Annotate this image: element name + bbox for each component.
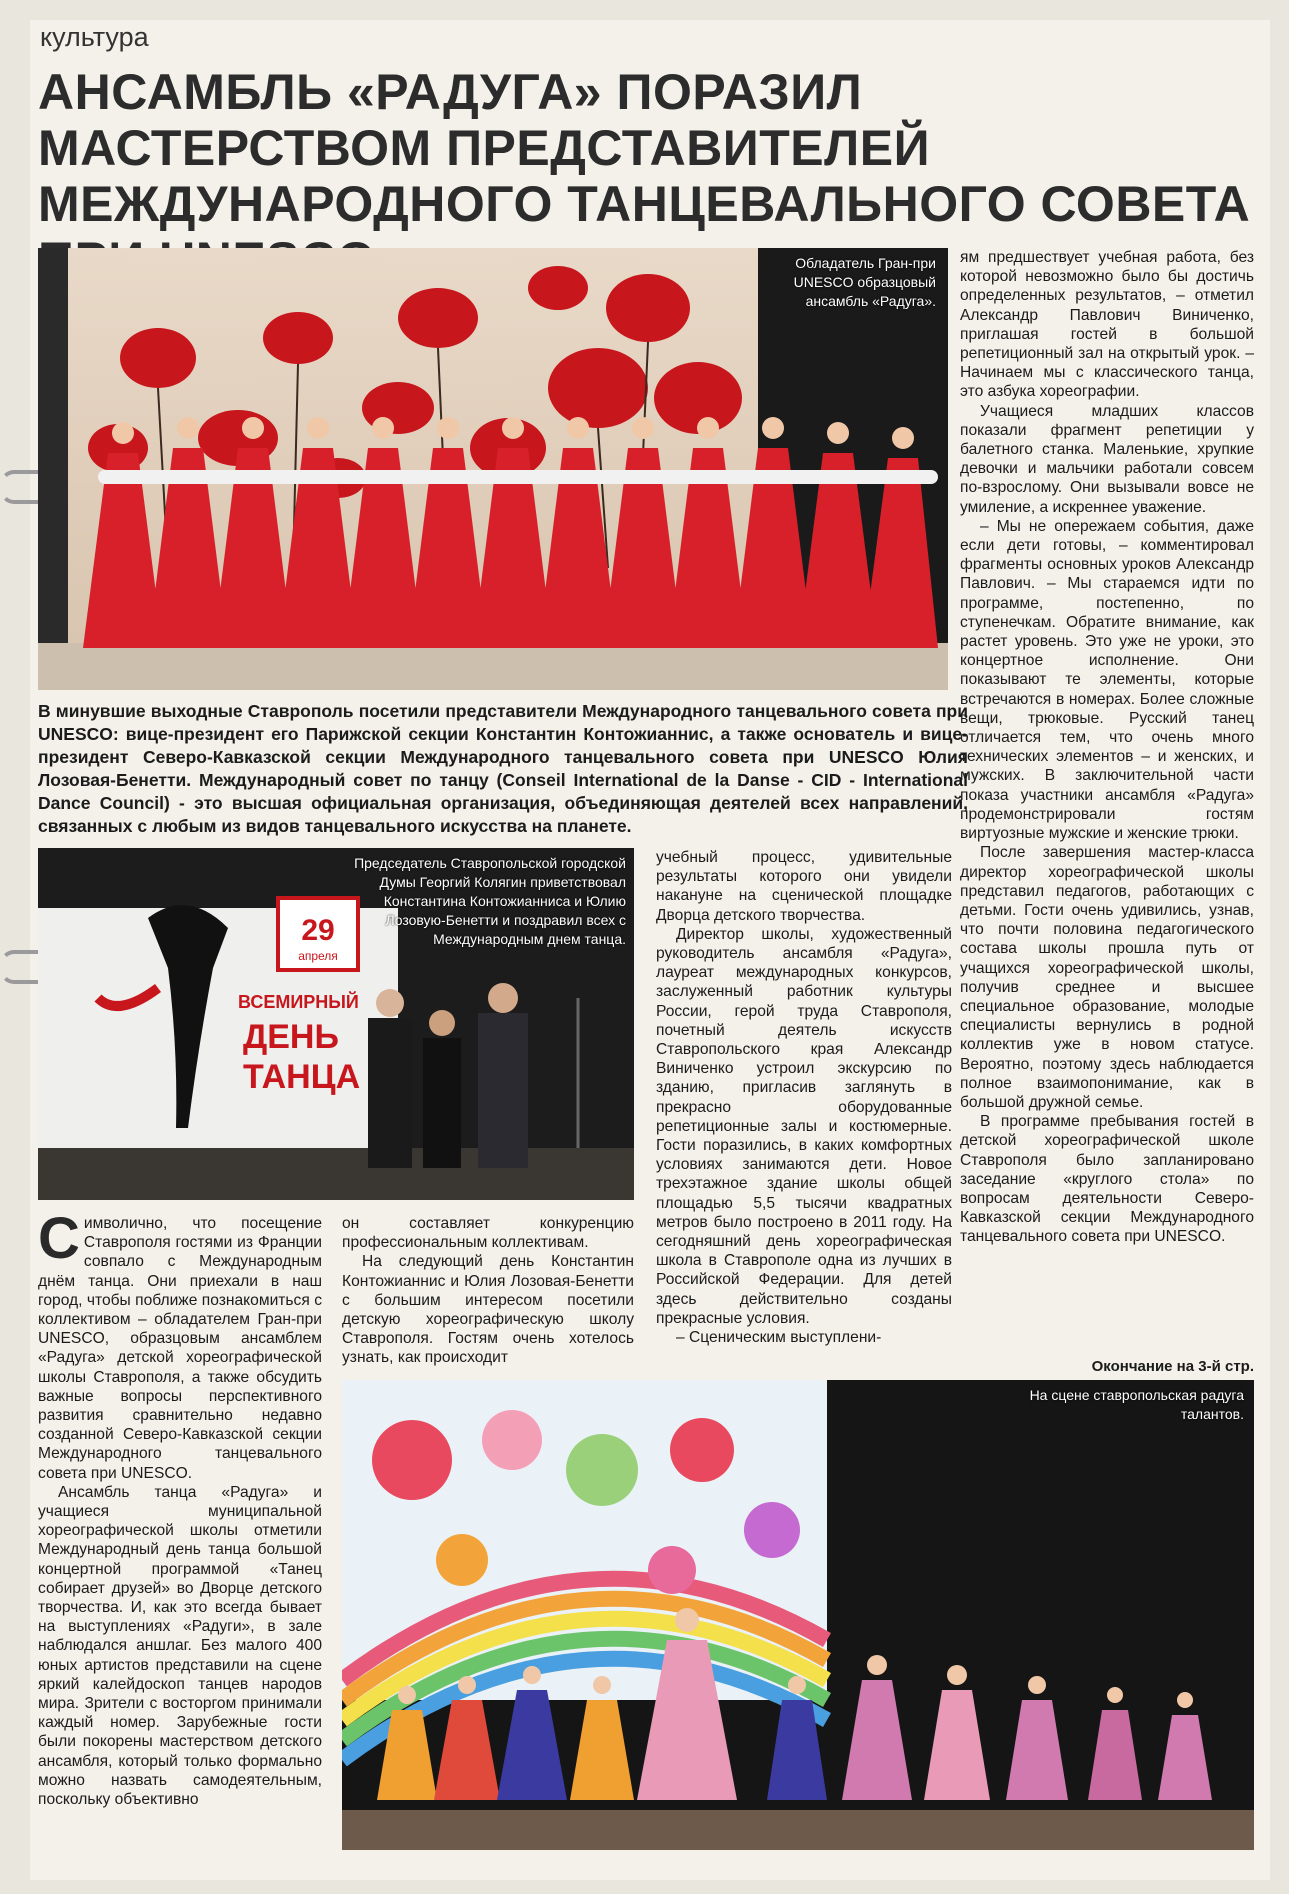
children-dance-photo-caption: На сцене ставропольская радуга талантов.: [1029, 1387, 1244, 1422]
paragraph: Ансамбль танца «Радуга» и учащиеся муниципальной хореографической школы отметили Международный день танца большой концертной программой «Танец собирает друзей» во Дворце детского творчества. И, как это всегда бывает на выступлениях «Радуги», в зале наблюдался аншлаг. Без малого 400 юных артистов представили на сцене яркий калейдоскоп танцев народов мира. Зрители с восторгом принимали каждый номер. Зарубежные гости были покорены мастерством детского ансамбля, который только формально можно назвать самодеятельным, поскольку объективно: [38, 1483, 322, 1809]
paragraph: В программе пребывания гостей в детской хореографической школе Ставрополя было запланировано заседание «круглого стола» по вопросам деятельности Северо-Кавказской секции Международного танцевального совета при UNESCO.: [960, 1113, 1254, 1246]
paragraph: ям предшествует учебная работа, без которой невозможно было бы достичь определенных результатов, – отметил Александр Павлович Виниченко, приглашая гостей в большой репетиционный зал на открытый урок. – Начинаем мы с классического танца, это азбука хореографии.: [960, 249, 1254, 401]
dropcap: С: [38, 1206, 80, 1271]
column-middle: [656, 848, 952, 1347]
paragraph: – Мы не опережаем события, даже если дети готовы, – комментировал фрагменты основных уроков Александр Павлович. – Мы стараемся идти по программе, постепенно, по ступенечкам. Обратите внимание, как растет уровень. Это уже не уроки, это концертное исполнение. Они показывают те элементы, которые встречаются в номерах. Более сложные вещи, трюковые. Русский танец отличается тем, что очень много технических элементов – и женских, и мужских. В заключительной части показа участники ансамбля «Радуга» продемонстрировали гостям виртуозные мужские и женские трюки.: [960, 517, 1254, 843]
banner-line-2: ДЕНЬ: [243, 1018, 339, 1056]
paragraph-with-dropcap: [38, 1206, 322, 1483]
date-sign-day: 29: [301, 914, 335, 947]
column-left: [38, 1206, 322, 1809]
banner-line-3: ТАНЦА: [243, 1058, 361, 1096]
continued-note: Окончание на 3-й стр.: [1091, 1358, 1254, 1375]
children-dance-photo-image: [342, 1380, 1254, 1850]
ensemble-photo-image: [38, 248, 948, 690]
paragraph-text: имволично, что посещение Ставрополя гостями из Франции совпало с Международным днём танца. Они приехали в наш город, чтобы поближе познакомиться с коллективом – обладателем Гран-при UNESCO, образцовым ансамблем «Радуга» детской хореографической школы Ставрополя, а также обсудить важные вопросы перспективного развития сравнительно недавно созданной Северо-Кавказской секции Международного танцевального совета при UNESCO.: [38, 1215, 322, 1482]
paragraph: Учащиеся младших классов показали фрагмент репетиции у балетного станка. Маленькие, хрупкие девочки и мальчики работали совсем по-взрослому. Они вызывали вовсе не умиление, а искреннее уважение.: [960, 402, 1254, 516]
dance-day-photo: [38, 848, 634, 1200]
lead-paragraph: В минувшие выходные Ставрополь посетили представители Международного танцевального совета при UNESCO: вице-президент его Парижской секции Константин Контожианнис, а также основатель и вице-президент Северо-Кавказской секции Международного танцевального совета при UNESCO Юлия Лозовая-Бенетти. Международный совет по танцу (Conseil International de la Danse - CID - International Dance Council) - это высшая официальная организация, объединяющая деятелей всех направлений, связанных с любым из видов танцевального искусства на планете.: [38, 701, 968, 836]
paragraph: учебный процесс, удивительные результаты которого они увидели накануне на сценической площадке Дворца детского творчества.: [656, 849, 952, 924]
paragraph: – Сценическим выступлени-: [676, 1329, 882, 1347]
column-second: [342, 1214, 634, 1368]
paragraph: Директор школы, художественный руководитель ансамбля «Радуга», лауреат международных конкурсов, заслуженный работник культуры России, герой труда Ставрополя, почетный деятель искусств Ставропольского края Александр Виниченко устроил экскурсию по зданию, пригласив заглянуть в прекрасно оборудованные репетиционные залы и костюмерные. Гости поразились, в каких комфортных условиях занимаются дети. Новое трехэтажное здание школы общей площадью 5,5 тысячи квадратных метров было построено в 2011 году. На сегодняшний день хореографическая школа в Ставрополе одна из лучших в Российской Федерации. Для детей здесь действительно созданы прекрасные условия.: [656, 925, 952, 1327]
dance-day-photo-caption: Председатель Ставропольской городской Думы Георгий Колягин приветствовал Константина Контожианниса и Юлию Лозовую-Бенетти и поздравил всех с Международным днем танца.: [354, 855, 626, 947]
paragraph: После завершения мастер-класса директор хореографической школы представил педагогов, работающих с детьми. Гости очень удивились, узнав, что почти половина педагогического состава школы прошла путь от учащихся хореографической школы, получив среднее и высшее специальное образование, молодые специалисты вернулись в родной коллектив уже в новом статусе. Вероятно, поэтому здесь наблюдается полное взаимопонимание, как в большой дружной семье.: [960, 844, 1254, 1111]
paragraph: На следующий день Константин Контожианнис и Юлия Лозовая-Бенетти с большим интересом посетили детскую хореографическую школу Ставрополя. Гостям очень хотелось узнать, как происходит: [342, 1253, 634, 1367]
ensemble-photo: [38, 248, 948, 690]
date-sign-month: апреля: [298, 949, 338, 963]
ensemble-photo-caption: Обладатель Гран-при UNESCO образцовый ансамбль «Радуга».: [793, 255, 936, 309]
banner-line-1: ВСЕМИРНЫЙ: [238, 992, 359, 1012]
paragraph: он составляет конкуренцию профессиональным коллективам.: [342, 1215, 634, 1252]
children-dance-photo: [342, 1380, 1254, 1850]
headline: АНСАМБЛЬ «РАДУГА» ПОРАЗИЛ МАСТЕРСТВОМ ПРЕДСТАВИТЕЛЕЙ МЕЖДУНАРОДНОГО ТАНЦЕВАЛЬНОГО СОВЕТА: [38, 64, 1251, 232]
column-right: [960, 248, 1254, 1247]
rubric: культура: [40, 22, 149, 52]
